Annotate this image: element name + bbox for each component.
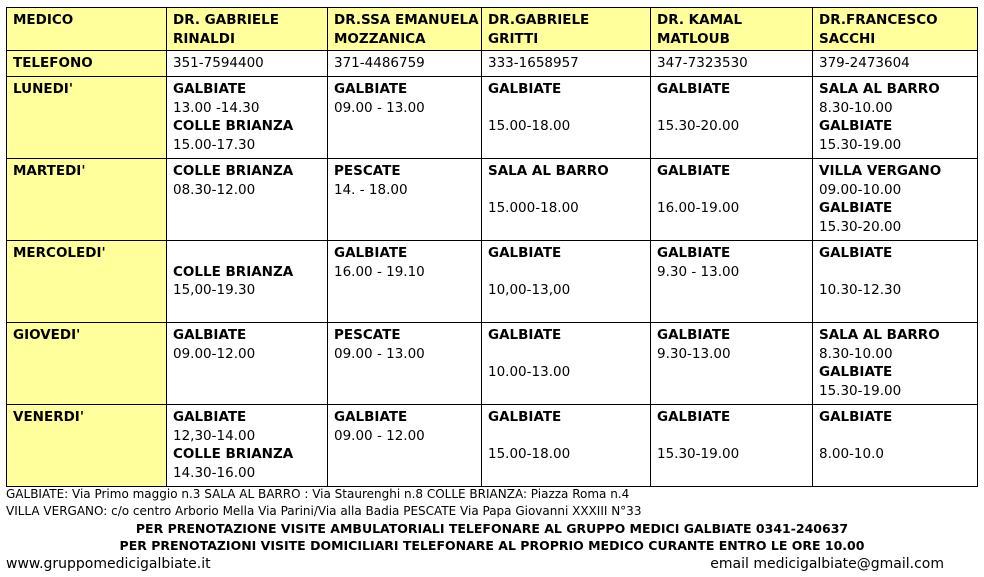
time-range (819, 427, 971, 446)
location-name: COLLE BRIANZA (173, 163, 294, 179)
email-link[interactable]: email medicigalbiate@gmail.com (710, 556, 944, 572)
time-range: 15,00-19.30 (173, 282, 256, 298)
location-name: GALBIATE (173, 81, 247, 97)
location-name: SALA AL BARRO (819, 327, 940, 343)
time-range: 15.30-19.00 (819, 382, 902, 399)
time-range: 15.30-19.00 (819, 136, 902, 153)
phone-label: TELEFONO (7, 51, 167, 77)
day-label: MARTEDI' (7, 159, 167, 241)
location-name: GALBIATE (657, 409, 731, 425)
location-name: COLLE BRIANZA (173, 446, 294, 462)
time-range (657, 427, 806, 446)
schedule-cell (167, 405, 328, 487)
time-range (488, 345, 644, 364)
phone-number: 379-2473604 (813, 51, 978, 77)
location-name: GALBIATE (334, 81, 408, 97)
time-range (173, 244, 321, 263)
doctor-name: DR.GABRIELE GRITTI (482, 8, 651, 51)
time-range (657, 181, 806, 200)
location-name: GALBIATE (657, 163, 731, 179)
time-range (488, 181, 644, 200)
time-range: 15.30-20.00 (819, 218, 902, 235)
doctor-name: DR. KAMAL MATLOUB (651, 8, 813, 51)
schedule-cell (813, 77, 978, 159)
schedule-cell (328, 77, 482, 159)
addresses-line-1: GALBIATE: Via Primo maggio n.3 SALA AL BARRO : Via Staurenghi n.8 COLLE BRIANZA: Piazza Roma n.4 (6, 487, 630, 501)
day-row (7, 323, 978, 405)
location-name: GALBIATE (819, 200, 893, 216)
location-name: GALBIATE (819, 409, 893, 425)
schedule-body (7, 8, 978, 487)
schedule-cell (167, 241, 328, 323)
location-name: GALBIATE (657, 327, 731, 343)
schedule-cell (651, 323, 813, 405)
time-range: 09.00 - 12.00 (334, 427, 425, 444)
header-row (7, 8, 978, 51)
location-name: GALBIATE (488, 327, 562, 343)
location-name: COLLE BRIANZA (173, 263, 294, 280)
header-label: MEDICO (7, 8, 167, 51)
home-visit-notice: PER PRENOTAZIONI VISITE DOMICILIARI TELEFONARE AL PROPRIO MEDICO CURANTE ENTRO LE ORE 10.00 (119, 538, 865, 553)
location-name: GALBIATE (657, 245, 731, 261)
location-name: PESCATE (334, 327, 401, 343)
phone-number: 333-1658957 (482, 51, 651, 77)
schedule-cell (651, 77, 813, 159)
website-link[interactable]: www.gruppomedicigalbiate.it (6, 556, 211, 572)
schedule-cell (167, 159, 328, 241)
schedule-cell (482, 77, 651, 159)
day-row (7, 405, 978, 487)
time-range: 14.30-16.00 (173, 464, 256, 481)
doctor-name: DR. GABRIELE RINALDI (167, 8, 328, 51)
location-name: GALBIATE (819, 364, 893, 380)
time-range: 16.00-19.00 (657, 200, 740, 216)
day-label: GIOVEDI' (7, 323, 167, 405)
clinic-booking-notice: PER PRENOTAZIONE VISITE AMBULATORIALI TELEFONARE AL GRUPPO MEDICI GALBIATE 0341-240637 (135, 521, 849, 536)
time-range: 10,00-13,00 (488, 282, 571, 298)
location-name: VILLA VERGANO (819, 163, 942, 179)
schedule-cell (482, 405, 651, 487)
time-range: 9.30 - 13.00 (657, 263, 740, 280)
phone-row (7, 51, 978, 77)
time-range: 8.30-10.00 (819, 345, 893, 362)
schedule-cell (813, 159, 978, 241)
doctor-name: DR.SSA EMANUELA MOZZANICA (328, 8, 482, 51)
phone-number: 371-4486759 (328, 51, 482, 77)
phone-number: 351-7594400 (167, 51, 328, 77)
schedule-cell (813, 241, 978, 323)
time-range: 15.00-18.00 (488, 446, 571, 462)
day-row (7, 159, 978, 241)
day-label: VENERDI' (7, 405, 167, 487)
time-range: 08.30-12.00 (173, 181, 256, 198)
time-range: 9.30-13.00 (657, 345, 731, 362)
schedule-cell (328, 405, 482, 487)
schedule-cell (813, 323, 978, 405)
time-range: 13.00 -14.30 (173, 99, 260, 116)
schedule-cell (651, 159, 813, 241)
location-name: GALBIATE (657, 81, 731, 97)
day-label: MERCOLEDI' (7, 241, 167, 323)
location-name: GALBIATE (173, 409, 247, 425)
time-range: 15.30-20.00 (657, 118, 740, 134)
time-range (819, 263, 971, 282)
location-name: GALBIATE (819, 118, 893, 134)
location-name: COLLE BRIANZA (173, 118, 294, 134)
schedule-cell (167, 77, 328, 159)
time-range: 12,30-14.00 (173, 427, 256, 444)
schedule-cell (328, 323, 482, 405)
doctor-name: DR.FRANCESCO SACCHI (813, 8, 978, 51)
day-label: LUNEDI' (7, 77, 167, 159)
time-range: 15.000-18.00 (488, 200, 579, 216)
time-range (488, 427, 644, 446)
location-name: GALBIATE (488, 245, 562, 261)
time-range (657, 99, 806, 118)
location-name: GALBIATE (334, 245, 408, 261)
time-range (488, 263, 644, 282)
time-range: 09.00 - 13.00 (334, 345, 425, 362)
schedule-table (6, 7, 978, 487)
time-range: 09.00-12.00 (173, 345, 256, 362)
location-name: PESCATE (334, 163, 401, 179)
schedule-cell (328, 241, 482, 323)
time-range: 8.00-10.0 (819, 446, 884, 462)
location-name: SALA AL BARRO (488, 163, 609, 179)
location-name: GALBIATE (819, 245, 893, 261)
time-range: 14. - 18.00 (334, 181, 408, 198)
schedule-cell (651, 241, 813, 323)
schedule-cell (813, 405, 978, 487)
schedule-cell (328, 159, 482, 241)
day-row (7, 241, 978, 323)
time-range: 16.00 - 19.10 (334, 263, 425, 280)
addresses-line-2: VILLA VERGANO: c/o centro Arborio Mella Via Parini/Via alla Badia PESCATE Via Papa Giovanni XXXIII N°33 (6, 504, 642, 518)
time-range: 10.30-12.30 (819, 282, 902, 298)
time-range: 15.00-17.30 (173, 136, 256, 153)
day-row (7, 77, 978, 159)
schedule-cell (167, 323, 328, 405)
schedule-cell (482, 159, 651, 241)
location-name: GALBIATE (488, 81, 562, 97)
location-name: SALA AL BARRO (819, 81, 940, 97)
schedule-cell (482, 323, 651, 405)
time-range: 09.00-10.00 (819, 181, 902, 198)
phone-number: 347-7323530 (651, 51, 813, 77)
time-range: 15.00-18.00 (488, 118, 571, 134)
location-name: GALBIATE (488, 409, 562, 425)
time-range: 8.30-10.00 (819, 99, 893, 116)
schedule-cell (482, 241, 651, 323)
time-range: 15.30-19.00 (657, 446, 740, 462)
time-range: 10.00-13.00 (488, 364, 571, 380)
schedule-cell (651, 405, 813, 487)
time-range: 09.00 - 13.00 (334, 99, 425, 116)
location-name: GALBIATE (173, 327, 247, 343)
location-name: GALBIATE (334, 409, 408, 425)
time-range (488, 99, 644, 118)
